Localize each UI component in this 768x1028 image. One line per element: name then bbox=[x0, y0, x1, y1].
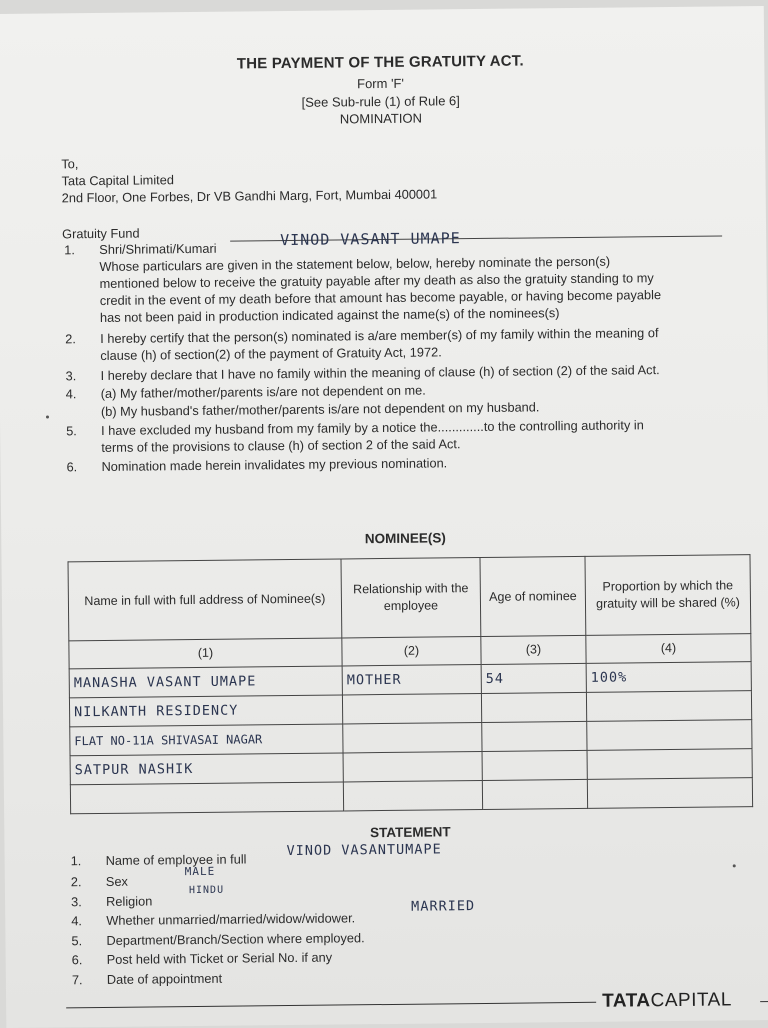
column-index: (3) bbox=[481, 635, 586, 664]
statement-heading: STATEMENT bbox=[370, 824, 451, 841]
empty-cell bbox=[343, 751, 482, 781]
empty-cell bbox=[586, 691, 751, 722]
brand-bold: TATA bbox=[602, 990, 651, 1012]
column-index: (2) bbox=[342, 636, 481, 665]
marital-status-value: MARRIED bbox=[411, 898, 476, 915]
clause-text: I hereby certify that the person(s) nominated is a/are member(s) of my family within the meaning of bbox=[100, 325, 659, 346]
table-header-row bbox=[68, 555, 751, 641]
column-header: Age of nominee bbox=[480, 556, 586, 636]
nominee-name-cell: MANASHA VASANT UMAPE bbox=[69, 666, 342, 698]
empty-cell bbox=[343, 722, 482, 752]
clause-number: 6. bbox=[66, 459, 78, 475]
address-street: 2nd Floor, One Forbes, Dr VB Gandhi Marg, Fort, Mumbai 400001 bbox=[61, 186, 438, 206]
paper-speck bbox=[733, 864, 736, 867]
brand-rest: CAPITAL bbox=[650, 989, 732, 1012]
address-to: To, bbox=[61, 156, 79, 172]
clause-number: 4. bbox=[65, 386, 77, 402]
clause-text: Whose particulars are given in the statement below, below, hereby nominate the person(s) bbox=[99, 253, 611, 274]
empty-cell bbox=[482, 779, 587, 809]
statement-number: 1. bbox=[70, 853, 82, 869]
empty-cell bbox=[587, 749, 752, 780]
rule-reference: [See Sub-rule (1) of Rule 6] bbox=[301, 93, 460, 110]
nominee-address-cell: FLAT NO-11A SHIVASAI NAGAR bbox=[70, 724, 343, 756]
nominator-label: Shri/Shrimati/Kumari bbox=[99, 240, 217, 257]
post-held-label: Post held with Ticket or Serial No. if any bbox=[106, 949, 333, 967]
statement-number: 2. bbox=[70, 874, 82, 890]
employee-name-value: VINOD VASANTUMAPE bbox=[286, 841, 442, 860]
statement-number: 7. bbox=[71, 972, 83, 988]
nomination-heading: NOMINATION bbox=[339, 110, 423, 127]
footer-rule bbox=[66, 1002, 596, 1009]
age-cell: 54 bbox=[481, 663, 586, 693]
clause-text: terms of the provisions to clause (h) of section 2 of the said Act. bbox=[101, 436, 461, 455]
appointment-date-label: Date of appointment bbox=[106, 970, 223, 987]
form-sheet bbox=[0, 6, 768, 1028]
nominees-heading: NOMINEE(S) bbox=[364, 530, 446, 547]
nominee-address-cell: SATPUR NASHIK bbox=[70, 753, 343, 785]
clause-text: clause (h) of section(2) of the payment of Gratuity Act, 1972. bbox=[100, 344, 442, 363]
clause-text: Nomination made herein invalidates my previous nomination. bbox=[101, 455, 448, 474]
clause-text: mentioned below to receive the gratuity payable after my death as also the gratuity standing to my bbox=[99, 270, 654, 291]
paper-speck bbox=[46, 416, 49, 419]
clause-number: 2. bbox=[65, 331, 76, 347]
statement-number: 4. bbox=[71, 913, 83, 929]
nominator-name: VINOD VASANT UMAPE bbox=[280, 229, 461, 250]
marital-status-label: Whether unmarried/married/widow/widower. bbox=[106, 910, 356, 928]
proportion-cell: 100% bbox=[586, 662, 751, 693]
column-header: Name in full with full address of Nominee(s) bbox=[68, 559, 342, 641]
empty-cell bbox=[343, 780, 482, 810]
table-row bbox=[70, 778, 752, 814]
empty-cell bbox=[587, 778, 752, 809]
statement-number: 5. bbox=[71, 933, 83, 949]
religion-label: Religion bbox=[105, 893, 153, 909]
sex-label: Sex bbox=[105, 873, 129, 889]
fund-label: Gratuity Fund bbox=[62, 225, 140, 242]
clause-text: I hereby declare that I have no family within the meaning of clause (h) of section (2) of the said Act. bbox=[100, 362, 660, 383]
form-number: Form 'F' bbox=[357, 75, 405, 92]
empty-cell bbox=[482, 721, 587, 751]
tata-capital-logo bbox=[602, 989, 732, 1012]
religion-value: HINDU bbox=[188, 884, 225, 897]
clause-number: 1. bbox=[64, 242, 76, 258]
clause-text: credit in the event of my death before that amount has become payable, or having become payable bbox=[99, 287, 662, 308]
statement-number: 3. bbox=[70, 894, 82, 910]
column-header: Proportion by which the gratuity will be shared (%) bbox=[585, 555, 751, 636]
clause-text: (b) My husband's father/mother/parents is/are not dependent on my husband. bbox=[100, 399, 540, 419]
empty-cell bbox=[587, 720, 752, 751]
nominee-table bbox=[68, 554, 754, 814]
empty-cell bbox=[481, 692, 586, 722]
column-header: Relationship with the employee bbox=[341, 558, 481, 638]
column-index: (4) bbox=[586, 634, 751, 664]
nominee-address-cell: NILKANTH RESIDENCY bbox=[69, 695, 342, 727]
department-label: Department/Branch/Section where employed. bbox=[106, 930, 365, 948]
clause-number: 3. bbox=[65, 368, 77, 384]
empty-cell bbox=[70, 782, 343, 814]
clause-number: 5. bbox=[66, 423, 77, 439]
relationship-cell: MOTHER bbox=[342, 664, 481, 694]
empty-cell bbox=[342, 693, 481, 723]
statement-number: 6. bbox=[71, 952, 83, 968]
sex-value: MALE bbox=[184, 864, 216, 879]
employee-name-label: Name of employee in full bbox=[105, 851, 247, 868]
brand-dash bbox=[760, 1001, 768, 1002]
form-title: THE PAYMENT OF THE GRATUITY ACT. bbox=[236, 52, 524, 73]
clause-text: has not been paid in production indicated against the name(s) of the nominees(s) bbox=[99, 305, 560, 325]
clause-text: (a) My father/mother/parents is/are not dependent on me. bbox=[100, 382, 426, 401]
clause-text: I have excluded my husband from my family by a notice the.............to the controlling authority in bbox=[101, 417, 644, 438]
column-index: (1) bbox=[69, 638, 342, 669]
address-company: Tata Capital Limited bbox=[61, 172, 174, 189]
empty-cell bbox=[482, 750, 587, 780]
